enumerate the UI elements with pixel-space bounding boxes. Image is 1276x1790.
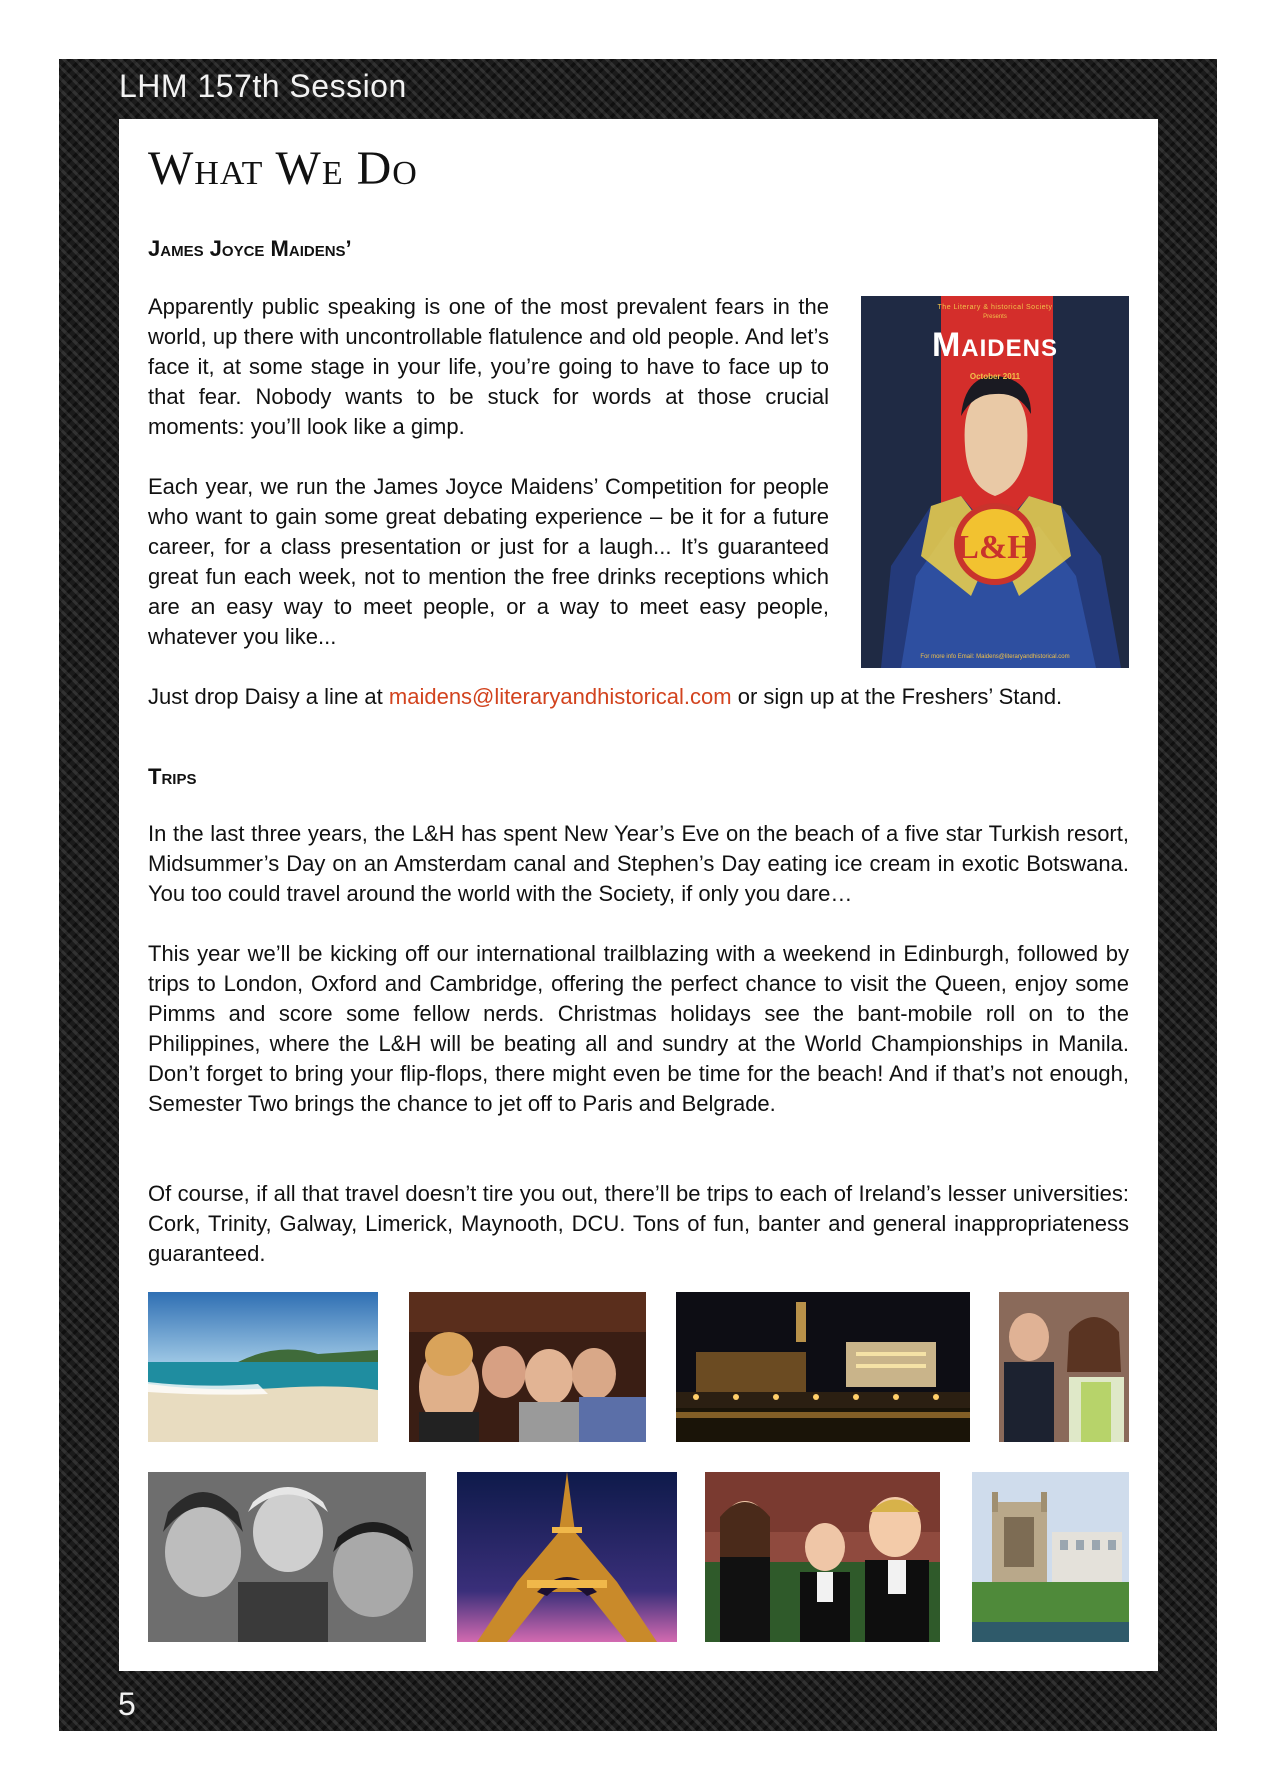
trips-paragraph-2: This year we’ll be kicking off our international trailblazing with a weekend in Edinburgh, followed by trips to London, Oxford and Cambridge, offering the perfect chance to visit the Queen, enjoy some Pimms and score some fellow nerds. Christmas holidays see the bant-mobile roll on to the Philippines, where the L&H will be beating all and sundry at the World Championships in Manila. Don’t forget to bring your flip-flops, there might even be time for the beach! And if that’s not enough, Semester Two brings the chance to jet off to Paris and Belgrade. <box>148 941 1129 1116</box>
maidens-email-link[interactable]: maidens@literaryandhistorical.com <box>388 684 732 709</box>
trips-heading: Trips <box>148 764 197 789</box>
maidens-heading: James Joyce Maidens’ <box>148 236 352 261</box>
photo-black-tie <box>705 1472 940 1642</box>
trips-paragraph-1: In the last three years, the L&H has spent New Year’s Eve on the beach of a five star Turkish resort, Midsummer’s Day on an Amsterdam canal and Stephen’s Day eating ice cream in exotic Botswana. You too could travel around the world with the Society, if only you dare… <box>148 821 1129 906</box>
photo-cambridge <box>972 1472 1129 1642</box>
photo-beach <box>148 1292 378 1442</box>
maidens-paragraph-2: Each year, we run the James Joyce Maidens’ Competition for people who want to gain some great debating experience – be it for a future career, for a class presentation or just for a laugh... It’s guaranteed great fun each week, not to mention the free drinks receptions which are an easy way to meet people, or a way to meet easy people, whatever you like... <box>148 474 829 649</box>
photo-eiffel-tower <box>457 1472 677 1642</box>
poster-footer: For more info Email: Maidens@literaryandhistorical.com <box>920 654 1070 660</box>
contact-text-pre: Just drop Daisy a line at <box>148 684 389 709</box>
poster-logo: L&H <box>956 529 1034 566</box>
photo-group-bw <box>148 1472 426 1642</box>
poster-presents: Presents <box>983 314 1007 320</box>
contact-text-post: or sign up at the Freshers’ Stand. <box>731 684 1063 709</box>
photo-city-night <box>676 1292 970 1442</box>
page-number: 5 <box>118 1686 136 1722</box>
poster-society: The Literary & historical Society <box>937 304 1053 311</box>
photo-group-bar <box>409 1292 646 1442</box>
poster-title: Maidens <box>931 326 1058 364</box>
photo-audience <box>999 1292 1129 1442</box>
maidens-poster <box>861 296 1129 668</box>
page-title: What We Do <box>148 142 418 195</box>
trips-paragraph-3: Of course, if all that travel doesn’t tire you out, there’ll be trips to each of Ireland’s lesser universities: Cork, Trinity, Galway, Limerick, Maynooth, DCU. Tons of fun, banter and general inappropriateness guaranteed. <box>148 1181 1129 1266</box>
maidens-contact <box>148 682 1129 712</box>
poster-date: October 2011 <box>969 372 1021 381</box>
maidens-paragraph-1: Apparently public speaking is one of the most prevalent fears in the world, up there with uncontrollable flatulence and old people. And let’s face it, at some stage in your life, you’re going to have to face up to that fear. Nobody wants to be stuck for words at those crucial moments: you’ll look like a gimp. <box>148 294 829 439</box>
content-panel <box>119 119 1158 1671</box>
session-header: LHM 157th Session <box>119 68 407 104</box>
